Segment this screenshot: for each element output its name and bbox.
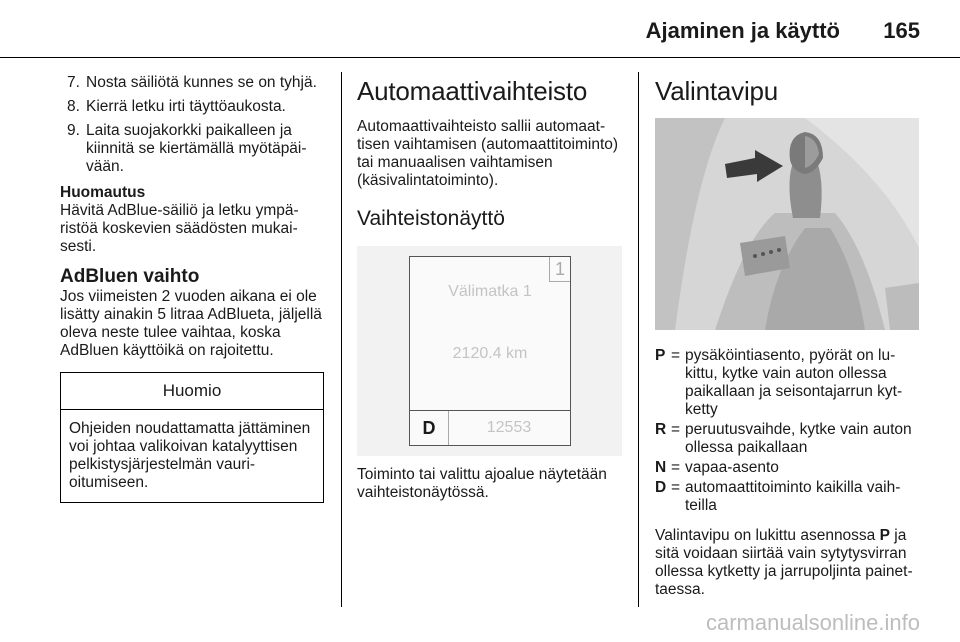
- page-number: 165: [883, 18, 920, 43]
- gear-indicator-corner: 1: [549, 257, 570, 282]
- column-divider-1: [341, 72, 342, 607]
- trip-value: 2120.4 km: [452, 345, 528, 362]
- header-rule: [0, 57, 960, 58]
- automatic-intro: Automaattivaihteisto sallii automaattisen vaihtamisen (automaattitoiminto) tai manuaalisen vaihtamisen (käsivalintatoiminto).: [357, 118, 619, 189]
- definition-row: N = vapaa-asento: [655, 459, 779, 476]
- section-title-automatic: Automaattivaihteisto: [357, 76, 588, 106]
- section-body-adblue: Jos viimeisten 2 vuoden aikana ei ole lisätty ainakin 5 litraa AdBlueta, jäljellä oleva neste tulee vaihtaa, koska AdBluen käyttöikä on rajoitettu.: [60, 288, 322, 359]
- column-divider-2: [638, 72, 639, 607]
- note-title: Huomautus: [60, 184, 146, 201]
- note-body: Hävitä AdBlue-säiliö ja letku ympäristöä koskevien säädösten mukaisesti.: [60, 202, 299, 255]
- definition-row: D = automaattitoiminto kaikilla vaihteilla: [655, 479, 901, 514]
- gear-definitions: [655, 347, 921, 515]
- display-caption: Toiminto tai valittu ajoalue näytetään vaihteistonäytössä.: [357, 466, 607, 501]
- selector-body: Valintavipu on lukittu asennossa P ja sitä voidaan siirtää vain sytytysvirran ollessa kytketty ja jarrupoljinta painettaessa.: [655, 527, 913, 598]
- header-title: Ajaminen ja käyttö: [645, 18, 840, 43]
- caution-body: Ohjeiden noudattamatta jättäminen voi johtaa valikoivan katalyyttisen pelkistysjärjestelmän vaurioitumiseen.: [69, 420, 311, 491]
- selected-gear: D: [410, 411, 449, 445]
- page-header: [0, 0, 960, 62]
- right-column: [655, 74, 921, 599]
- step-item: 7. Nosta säiliötä kunnes se on tyhjä.: [67, 74, 317, 91]
- display-bottom-row: [410, 410, 570, 445]
- transmission-display-figure: [357, 246, 622, 456]
- caution-title: Huomio: [61, 373, 323, 410]
- middle-column: [357, 74, 623, 502]
- definition-row: R = peruutusvaihde, kytke vain auton ollessa paikallaan: [655, 421, 912, 456]
- section-title-adblue: AdBluen vaihto: [60, 266, 200, 287]
- odometer: 12553: [486, 419, 532, 436]
- selector-lever-illustration: [655, 118, 919, 330]
- step-list: [60, 74, 326, 176]
- step-item: 8. Kierrä letku irti täyttöaukosta.: [67, 98, 286, 115]
- section-title-selector: Valintavipu: [655, 76, 779, 106]
- step-item: 9. Laita suojakorkki paikalleen ja kiinnitä se kiertämällä myötäpäivään.: [67, 122, 307, 175]
- left-column: [60, 74, 326, 503]
- watermark: carmanualsonline.info: [705, 610, 920, 635]
- display-screen: [409, 256, 571, 446]
- definition-row: P = pysäköintiasento, pyörät on lukittu, kytke vain auton ollessa paikallaan ja seisontajarrun kytketty: [655, 347, 903, 418]
- trip-label: Välimatka 1: [448, 283, 532, 300]
- subsection-title-display: Vaihteistonäyttö: [357, 207, 505, 230]
- caution-box: [60, 372, 324, 503]
